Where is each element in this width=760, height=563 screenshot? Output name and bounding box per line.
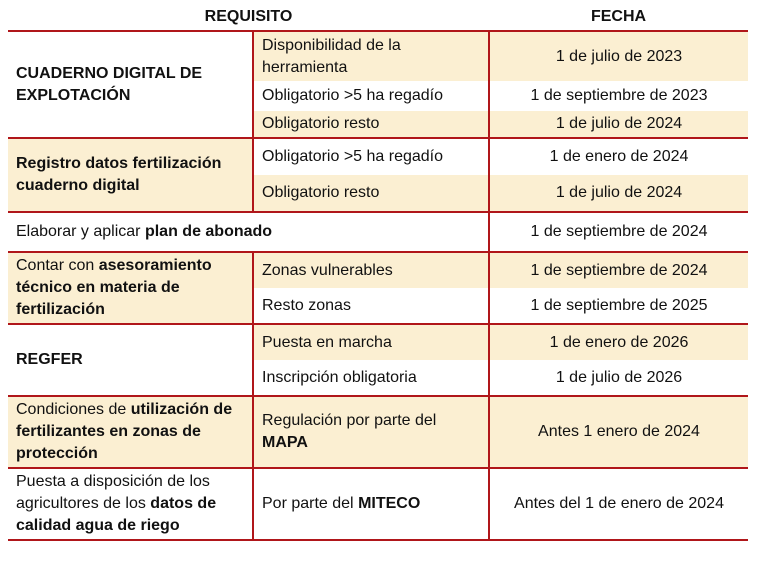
table-row (8, 212, 748, 252)
fecha-cell: 1 de septiembre de 2024 (489, 252, 748, 288)
req-plan-abonado (8, 212, 489, 252)
req-datos-agua (8, 468, 253, 540)
requirements-table-container (8, 4, 748, 541)
fecha-cell: 1 de julio de 2024 (489, 175, 748, 212)
sub-resto-zonas: Resto zonas (253, 288, 489, 324)
sub-puesta-en-marcha: Puesta en marcha (253, 324, 489, 360)
fecha-cell: 1 de enero de 2026 (489, 324, 748, 360)
req-asesoramiento (8, 252, 253, 324)
label-bold-text: datos de calidad agua de riego (16, 495, 217, 534)
table-row (8, 138, 748, 175)
table-row (8, 252, 748, 288)
label-bold-text: asesoramiento técnico en materia de fertilización (16, 257, 212, 318)
req-regfer: REGFER (8, 324, 253, 396)
req-condiciones (8, 396, 253, 468)
sub-obligatorio-resto: Obligatorio resto (253, 175, 489, 212)
sub-regulacion-mapa (253, 396, 489, 468)
table-row (8, 468, 748, 540)
label-text: Puesta a disposición de los agricultores de los (16, 473, 210, 512)
sub-inscripcion: Inscripción obligatoria (253, 360, 489, 396)
sub-zonas-vulnerables: Zonas vulnerables (253, 252, 489, 288)
fecha-cell: 1 de septiembre de 2025 (489, 288, 748, 324)
label-text: Contar con (16, 257, 99, 274)
label-text: Elaborar y aplicar (16, 223, 145, 240)
sub-miteco (253, 468, 489, 540)
label-bold-text: utilización de fertilizantes en zonas de protección (16, 401, 233, 462)
table-row (8, 31, 748, 81)
label-bold-text: plan de abonado (144, 223, 273, 240)
header-requisito: REQUISITO (204, 8, 293, 25)
fecha-cell: 1 de septiembre de 2023 (530, 87, 708, 104)
table-row (8, 324, 748, 360)
fecha-cell: 1 de enero de 2024 (549, 148, 689, 165)
sub-disponibilidad: Disponibilidad de la herramienta (253, 31, 489, 81)
table-row (8, 396, 748, 468)
fecha-cell: 1 de julio de 2024 (489, 111, 748, 138)
req-cuaderno-digital: CUADERNO DIGITAL DE EXPLOTACIÓN (8, 31, 253, 138)
sub-obligatorio-resto: Obligatorio resto (253, 111, 489, 138)
label-text: Por parte del (262, 495, 359, 512)
header-fecha: FECHA (590, 8, 647, 25)
sub-obligatorio-regadio: Obligatorio >5 ha regadío (253, 138, 489, 175)
label-bold-text: MITECO (358, 495, 421, 512)
fecha-cell: Antes 1 enero de 2024 (489, 396, 748, 468)
fecha-cell: 1 de julio de 2023 (489, 31, 748, 81)
fecha-cell: Antes del 1 de enero de 2024 (489, 468, 748, 540)
fecha-cell: 1 de julio de 2026 (489, 360, 748, 396)
label-bold-text: MAPA (262, 434, 308, 451)
requirements-table (8, 4, 748, 541)
label-text: Regulación por parte del (262, 412, 437, 429)
req-registro-fertilizacion: Registro datos fertilización cuaderno digital (8, 138, 253, 212)
label-text: Condiciones de (16, 401, 131, 418)
fecha-cell: 1 de septiembre de 2024 (489, 212, 748, 252)
sub-obligatorio-regadio: Obligatorio >5 ha regadío (253, 81, 489, 111)
header-row (8, 4, 748, 31)
